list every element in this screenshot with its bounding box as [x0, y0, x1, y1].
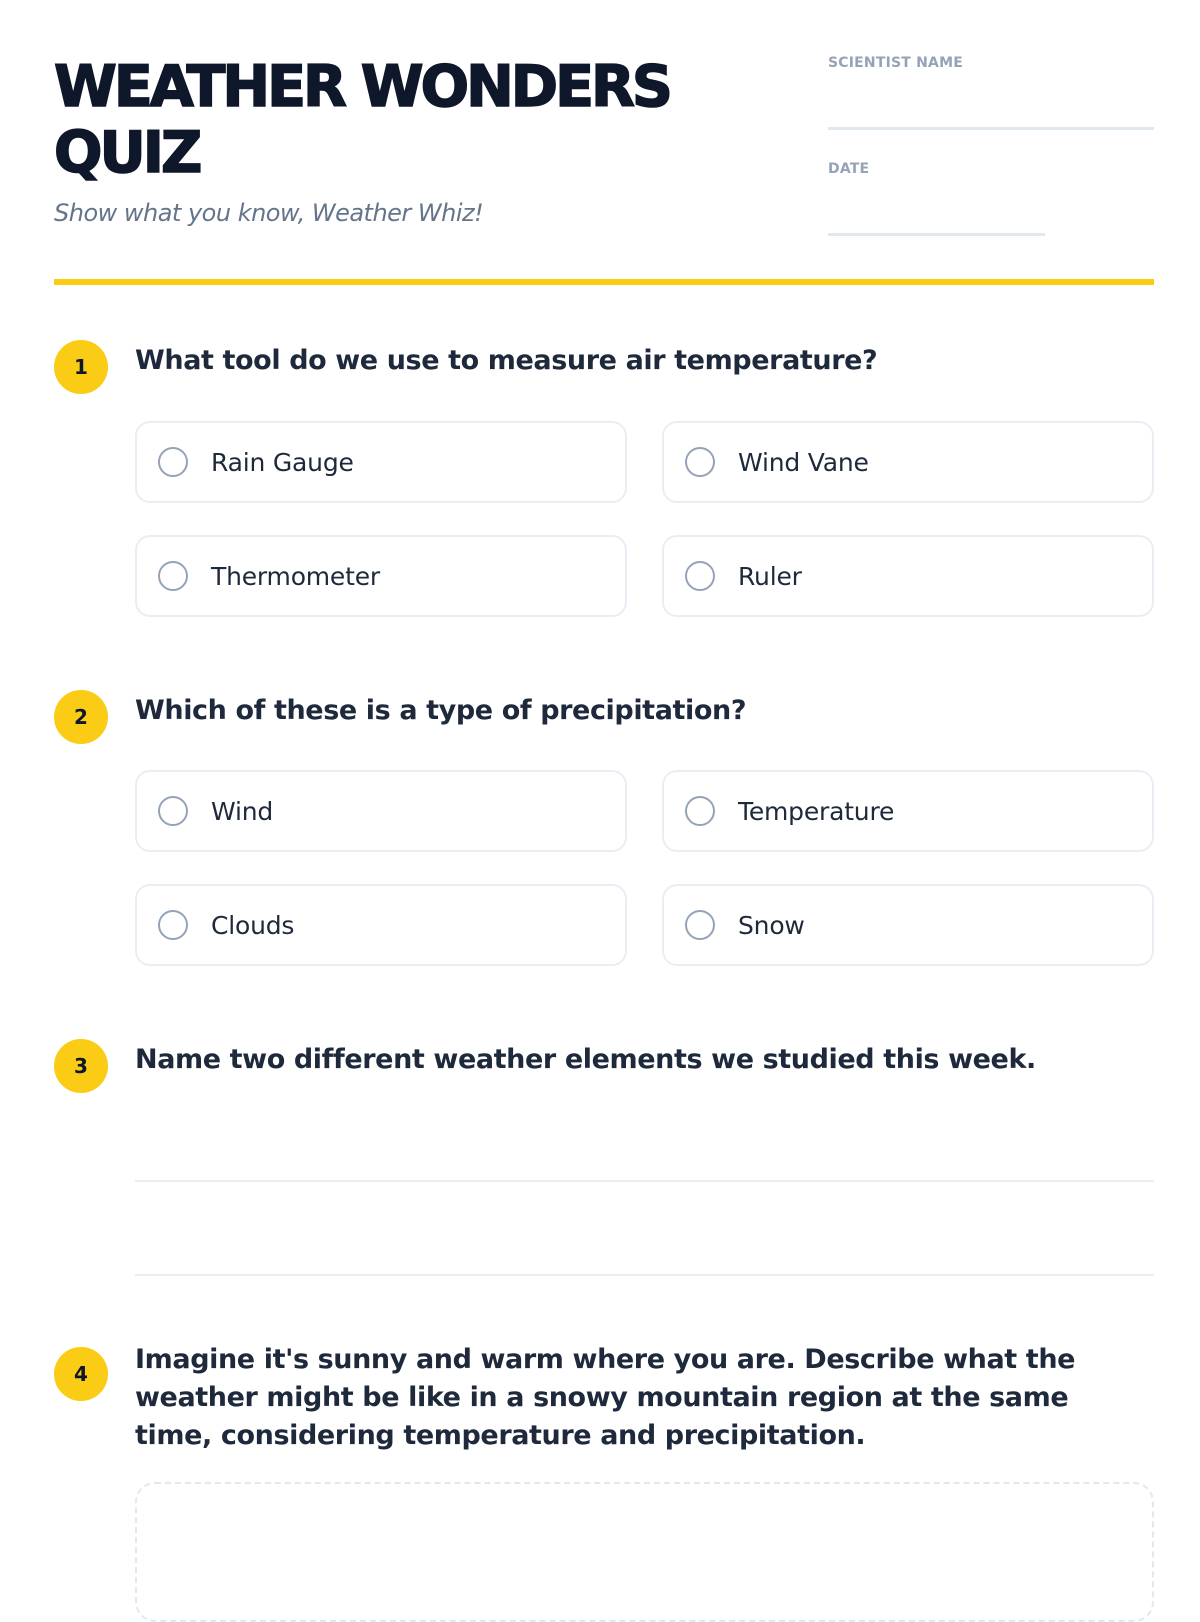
option-label: Snow	[738, 911, 805, 940]
question-number-badge: 1	[54, 340, 108, 394]
option-label: Ruler	[738, 562, 802, 591]
radio-button[interactable]	[158, 910, 188, 940]
answer-line[interactable]	[135, 1180, 1154, 1182]
header-divider	[54, 279, 1154, 285]
answer-textarea[interactable]	[135, 1482, 1154, 1622]
quiz-header	[54, 0, 1154, 286]
date-label: DATE	[828, 161, 870, 177]
question-text: What tool do we use to measure air temperature?	[135, 345, 878, 376]
question-text: Imagine it's sunny and warm where you are. Describe what the weather might be like in a snowy mountain region at the same time, considering temperature and precipitation.	[135, 1344, 1076, 1451]
answer-option[interactable]	[135, 770, 627, 852]
question-number-badge: 2	[54, 690, 108, 744]
answer-option[interactable]	[662, 770, 1154, 852]
radio-button[interactable]	[158, 796, 188, 826]
radio-button[interactable]	[158, 561, 188, 591]
option-label: Thermometer	[211, 562, 380, 591]
answer-option[interactable]	[135, 884, 627, 966]
radio-button[interactable]	[685, 447, 715, 477]
option-label: Temperature	[738, 797, 895, 826]
question-text: Name two different weather elements we studied this week.	[135, 1044, 1036, 1075]
date-field[interactable]	[828, 233, 1045, 236]
radio-button[interactable]	[158, 447, 188, 477]
radio-button[interactable]	[685, 561, 715, 591]
answer-line[interactable]	[135, 1274, 1154, 1276]
option-label: Clouds	[211, 911, 295, 940]
radio-button[interactable]	[685, 796, 715, 826]
quiz-page	[54, 0, 1154, 1600]
answer-option[interactable]	[135, 535, 627, 617]
option-label: Rain Gauge	[211, 448, 354, 477]
quiz-subtitle: Show what you know, Weather Whiz!	[54, 199, 484, 227]
scientist-name-field[interactable]	[828, 127, 1154, 130]
option-label: Wind Vane	[738, 448, 869, 477]
answer-option[interactable]	[135, 421, 627, 503]
question-text: Which of these is a type of precipitation?	[135, 695, 747, 726]
option-label: Wind	[211, 797, 274, 826]
question-number-badge: 4	[54, 1347, 108, 1401]
question-number-badge: 3	[54, 1039, 108, 1093]
answer-option[interactable]	[662, 535, 1154, 617]
scientist-name-label: SCIENTIST NAME	[828, 55, 963, 71]
answer-option[interactable]	[662, 884, 1154, 966]
answer-option[interactable]	[662, 421, 1154, 503]
radio-button[interactable]	[685, 910, 715, 940]
quiz-title: WEATHER WONDERS QUIZ	[54, 54, 670, 186]
